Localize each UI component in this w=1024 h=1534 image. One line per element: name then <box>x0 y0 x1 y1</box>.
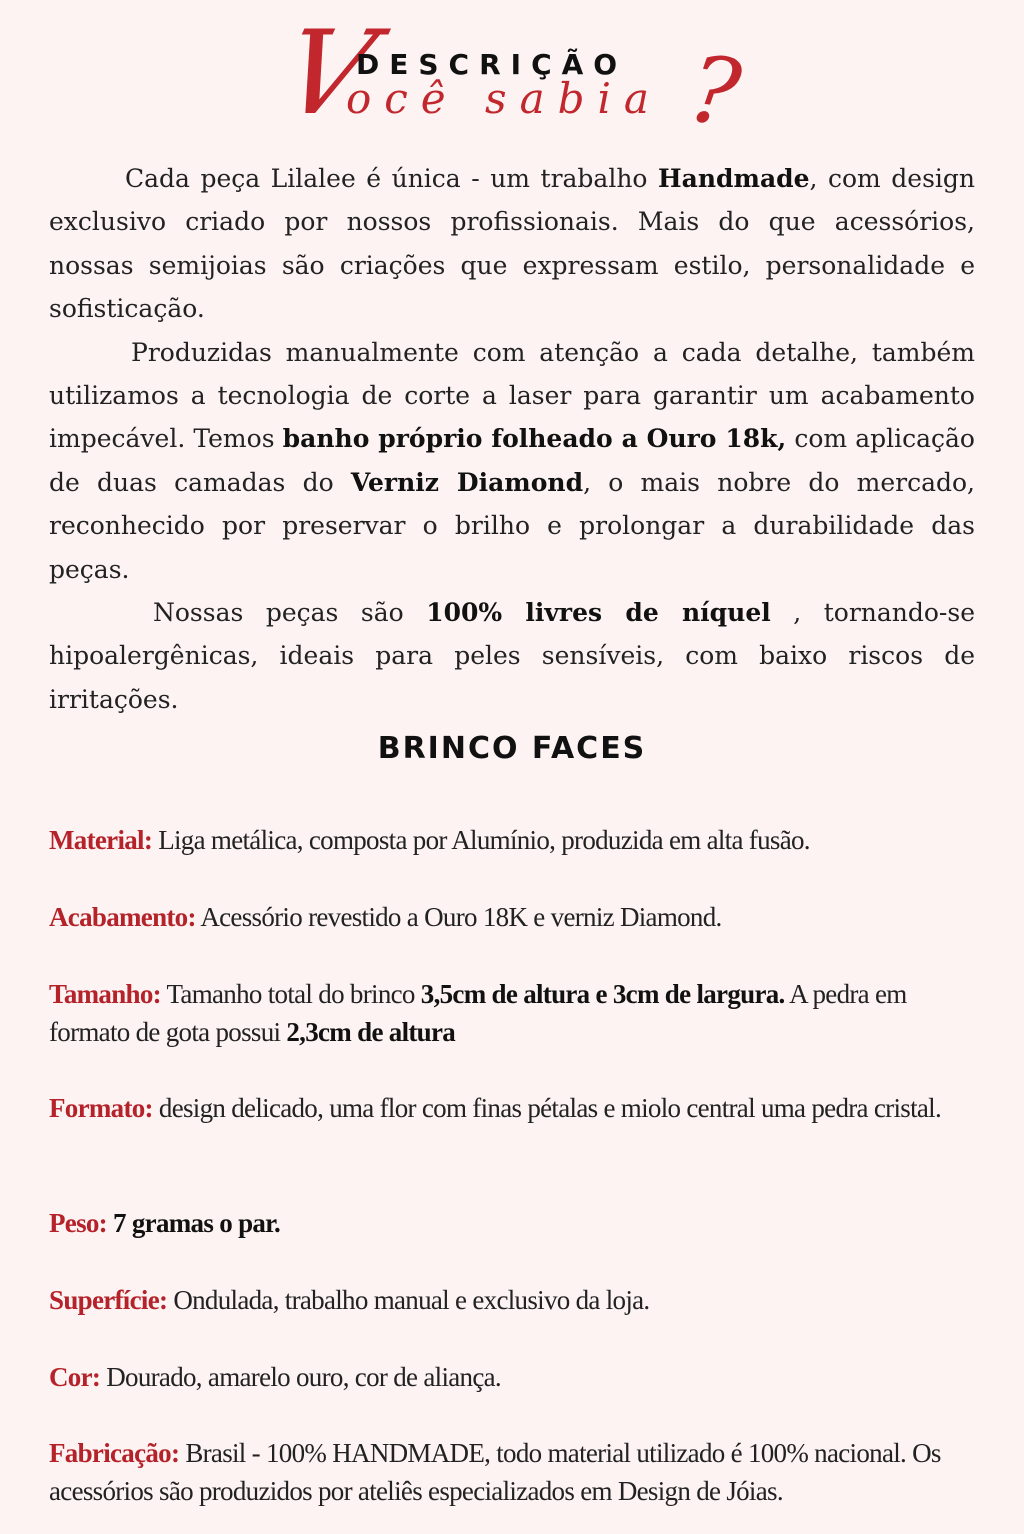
intro-p2-bold-verniz: Verniz Diamond <box>350 467 584 497</box>
spec-peso <box>49 1204 984 1242</box>
intro-paragraph-1 <box>49 157 975 331</box>
spec-label: Tamanho: <box>49 979 161 1009</box>
spec-label: Acabamento: <box>49 902 196 932</box>
script-heading-v: V <box>269 6 387 141</box>
intro-paragraph-3 <box>49 591 975 721</box>
spec-value: Acessório revestido a Ouro 18K e verniz Diamond. <box>195 902 722 932</box>
intro-p3-bold: 100% livres de níquel <box>426 598 771 628</box>
intro-p3-text: Nossas peças são <box>153 598 427 628</box>
spec-value: A pedra em formato de gota possui <box>49 979 907 1047</box>
intro-p2-text: Produzidas manualmente com atenção a cada detalhe, também utilizamos a tecnologia de corte a laser para garantir um acabamento impecável. Temos <box>49 337 975 454</box>
spec-formato <box>49 1089 984 1127</box>
descricao-heading: DESCRIÇÃO <box>356 48 628 81</box>
intro-p2-text-end: , o mais nobre do mercado, reconhecido por preservar o brilho e prolongar a durabilidade das peças. <box>49 467 976 584</box>
spec-material <box>49 821 984 859</box>
spec-label: Peso: <box>49 1208 107 1238</box>
intro-text <box>49 157 975 721</box>
spec-superficie <box>49 1281 984 1319</box>
spec-value-bold: 2,3cm de altura <box>286 1017 456 1047</box>
spec-fabricacao <box>49 1434 984 1510</box>
script-heading-question-mark: ? <box>682 35 747 148</box>
header <box>0 0 1024 160</box>
intro-p1-text: Cada peça Lilalee é única - um trabalho <box>125 164 659 193</box>
intro-p1-bold: Handmade <box>658 164 810 193</box>
spec-label: Material: <box>49 825 153 855</box>
intro-paragraph-2 <box>49 331 975 591</box>
spec-label: Superfície: <box>49 1285 168 1315</box>
spec-acabamento <box>49 898 984 936</box>
spec-value-bold: 7 gramas o par. <box>106 1208 281 1238</box>
intro-p2-bold-gold: banho próprio folheado a Ouro 18k, <box>282 424 787 454</box>
spec-label: Fabricação: <box>49 1438 180 1468</box>
spec-value: design delicado, uma flor com finas pétalas e miolo central uma pedra cristal. <box>152 1093 942 1123</box>
product-title: BRINCO FACES <box>377 731 647 766</box>
spec-value: Dourado, amarelo ouro, cor de aliança. <box>100 1362 501 1392</box>
spec-value: Ondulada, trabalho manual e exclusivo da loja. <box>167 1285 650 1315</box>
spec-label: Formato: <box>49 1093 153 1123</box>
spec-cor <box>49 1358 984 1396</box>
spec-value: Brasil - 100% HANDMADE, todo material utilizado é 100% nacional. Os acessórios são produzidos por ateliês especializados em Design de Jóias. <box>49 1438 941 1506</box>
intro-p2-text-mid: com aplicação de duas camadas do <box>49 424 975 497</box>
spec-value-bold: 3,5cm de altura e 3cm de largura. <box>420 979 785 1009</box>
spec-value: Tamanho total do brinco <box>160 979 421 1009</box>
spec-label: Cor: <box>49 1362 101 1392</box>
intro-p3-text-end: , tornando-se hipoalergênicas, ideais para peles sensíveis, com baixo riscos de irritações. <box>49 598 976 714</box>
intro-p1-text-end: , com design exclusivo criado por nossos profissionais. Mais do que acessórios, nossas semijoias são criações que expressam estilo, personalidade e sofisticação. <box>49 164 976 324</box>
spec-value: Liga metálica, composta por Alumínio, produzida em alta fusão. <box>152 825 810 855</box>
spec-tamanho <box>49 975 984 1051</box>
script-heading-voce-sabia: ocê sabia <box>346 74 662 123</box>
